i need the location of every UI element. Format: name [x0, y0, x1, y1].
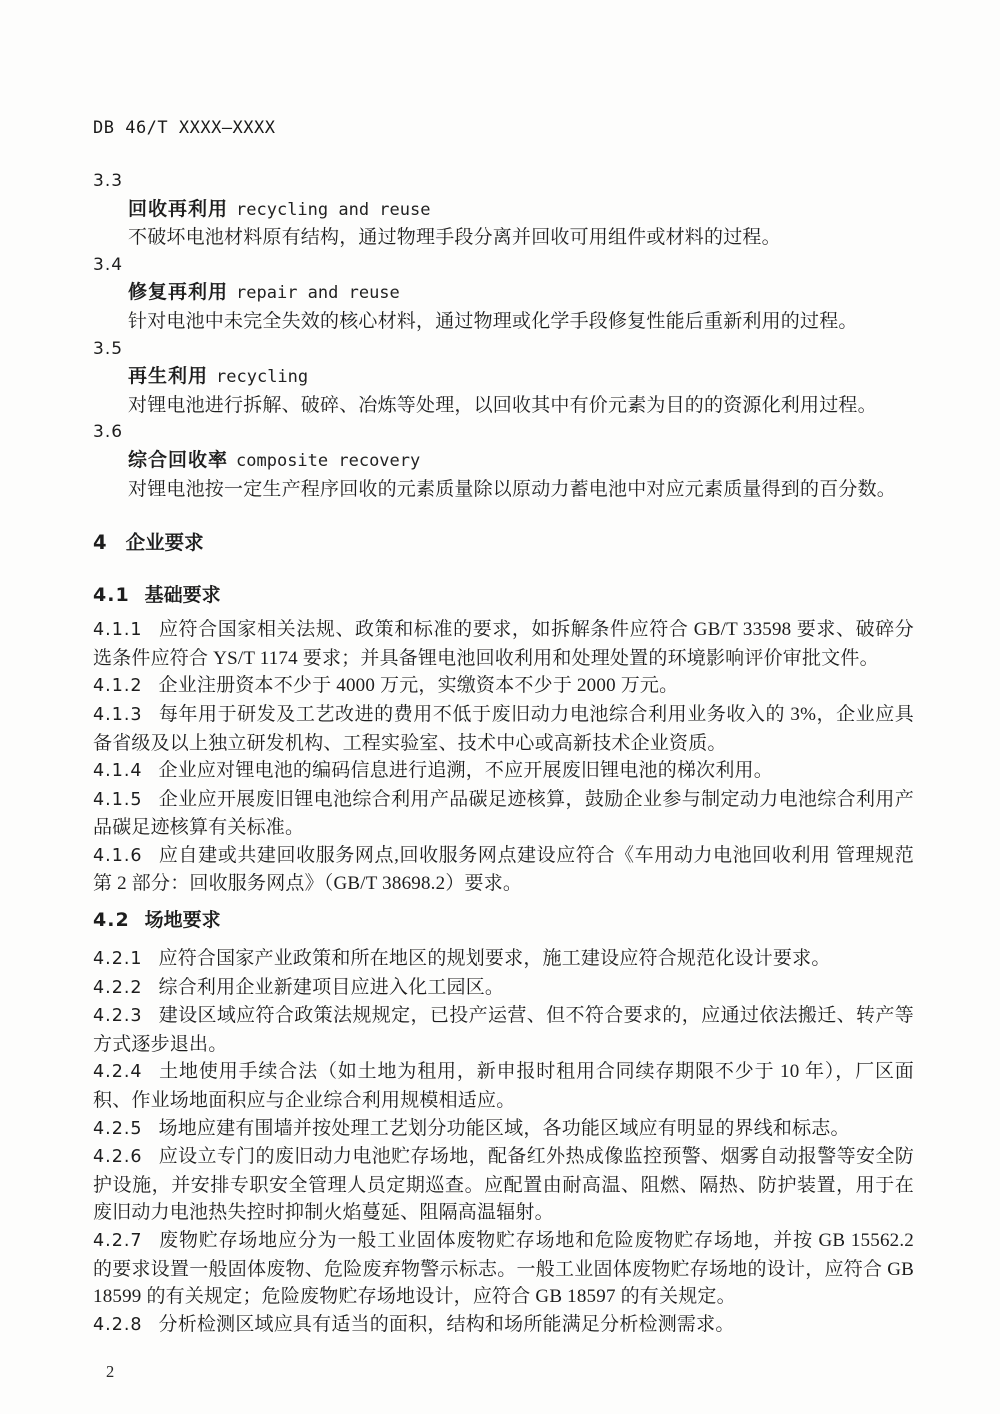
clause-text: 企业应开展废旧锂电池综合利用产品碳足迹核算，鼓励企业参与制定动力电池综合利用产品碳足迹核算有关标准。 [93, 788, 914, 839]
chapter-heading [93, 529, 914, 556]
term-chinese: 修复再利用 [128, 281, 229, 304]
clause-text: 企业注册资本不少于 4000 万元，实缴资本不少于 2000 万元。 [158, 675, 679, 697]
clause-4-2-4 [93, 1058, 914, 1114]
clause-number: 4.1.2 [93, 676, 143, 697]
clause-text: 场地应建有围墙并按处理工艺划分功能区域，各功能区域应有明显的界线和标志。 [158, 1117, 850, 1139]
document-number: DB 46/T XXXX—XXXX [93, 118, 276, 138]
clause-4-1-3 [93, 701, 914, 757]
clause-4-1-5 [93, 786, 914, 842]
term-chinese: 再生利用 [128, 365, 209, 388]
clause-4-1-2 [93, 672, 914, 701]
clause-number: 4.2.7 [93, 1231, 143, 1251]
term-chinese: 综合回收率 [128, 448, 229, 471]
term-section-3-3 [93, 168, 914, 252]
term-number: 3.5 [93, 338, 124, 359]
chapter-title: 企业要求 [125, 531, 204, 555]
clause-4-2-6 [93, 1143, 914, 1227]
chapter-number: 4 [93, 531, 107, 555]
term-number: 3.3 [93, 171, 124, 191]
term-english: repair and reuse [236, 283, 400, 304]
term-chinese: 回收再利用 [128, 197, 229, 220]
subsection-number: 4.2 [93, 909, 130, 932]
clause-number: 4.2.6 [93, 1147, 143, 1168]
term-definition: 针对电池中未完全失效的核心材料，通过物理或化学手段修复性能后重新利用的过程。 [128, 310, 858, 332]
clause-number: 4.1.6 [93, 845, 143, 866]
term-number: 3.6 [93, 422, 124, 443]
term-section-3-5 [93, 336, 914, 420]
clause-4-2-3 [93, 1002, 914, 1058]
clause-number: 4.2.4 [93, 1062, 143, 1083]
clause-number: 4.2.5 [93, 1118, 143, 1139]
clause-4-2-7 [93, 1227, 914, 1311]
clause-text: 应自建或共建回收服务网点,回收服务网点建设应符合《车用动力电池回收利用 管理规范 第 2 部分：回收服务网点》（GB/T 38698.2）要求。 [93, 844, 914, 895]
clause-number: 4.2.8 [93, 1314, 143, 1335]
term-title [93, 447, 914, 476]
subsection-heading-4-2 [93, 907, 914, 934]
subsection-title: 场地要求 [144, 909, 221, 932]
clause-4-2-8 [93, 1311, 914, 1340]
term-title [93, 196, 914, 225]
term-title [93, 279, 914, 308]
subsection-number: 4.1 [93, 584, 130, 607]
term-section-3-4 [93, 252, 914, 336]
clause-number: 4.1.3 [93, 704, 143, 725]
term-number: 3.4 [93, 254, 124, 275]
clause-text: 每年用于研发及工艺改进的费用不低于废旧动力电池综合利用业务收入的 3%，企业应具备省级及以上独立研发机构、工程实验室、技术中心或高新技术企业资质。 [93, 703, 914, 754]
term-definition: 对锂电池进行拆解、破碎、冶炼等处理，以回收其中有价元素为目的的资源化利用过程。 [128, 394, 877, 416]
clause-number: 4.1.1 [93, 620, 143, 641]
clause-text: 废物贮存场地应分为一般工业固体废物贮存场地和危险废物贮存场地，并按 GB 15562.2 的要求设置一般固体废物、危险废弃物警示标志。一般工业固体废物贮存场地的设计，应符合 GB 18599 的有关规定；危险废物贮存场地设计，应符合 GB 18597 的有关规定。 [93, 1230, 914, 1308]
page-number: 2 [106, 1362, 115, 1382]
clause-4-1-4 [93, 757, 914, 786]
clause-text: 应符合国家产业政策和所在地区的规划要求，施工建设应符合规范化设计要求。 [158, 948, 831, 970]
term-english: recycling and reuse [236, 199, 431, 220]
clause-number: 4.2.3 [93, 1006, 143, 1027]
clause-4-1-6 [93, 842, 914, 898]
term-english: composite recovery [236, 450, 421, 471]
clause-4-1-1 [93, 616, 914, 672]
term-english: recycling [216, 367, 309, 388]
clause-4-2-2 [93, 974, 914, 1003]
clause-text: 应符合国家相关法规、政策和标准的要求，如拆解条件应符合 GB/T 33598 要求、破碎分选条件应符合 YS/T 1174 要求；并具备锂电池回收利用和处理处置的环境影响评价审批文件。 [93, 619, 914, 669]
clause-text: 企业应对锂电池的编码信息进行追溯，不应开展废旧锂电池的梯次利用。 [158, 760, 773, 782]
clause-number: 4.1.4 [93, 761, 143, 782]
clause-text: 土地使用手续合法（如土地为租用，新申报时租用合同续存期限不少于 10 年），厂区面积、作业场地面积应与企业综合利用规模相适应。 [93, 1061, 914, 1112]
subsection-heading-4-1 [93, 582, 914, 609]
clause-text: 综合利用企业新建项目应进入化工园区。 [158, 976, 505, 998]
term-section-3-6 [93, 419, 914, 503]
clause-text: 建设区域应符合政策法规规定，已投产运营、但不符合要求的，应通过依法搬迁、转产等方式逐步退出。 [93, 1005, 914, 1055]
clause-4-2-5 [93, 1115, 914, 1144]
term-definition: 对锂电池按一定生产程序回收的元素质量除以原动力蓄电池中对应元素质量得到的百分数。 [128, 478, 897, 500]
subsection-title: 基础要求 [144, 584, 221, 607]
clause-4-2-1 [93, 945, 914, 974]
term-title [93, 363, 914, 392]
clause-text: 分析检测区域应具有适当的面积，结构和场所能满足分析检测需求。 [158, 1313, 735, 1335]
clause-text: 应设立专门的废旧动力电池贮存场地，配备红外热成像监控预警、烟雾自动报警等安全防护设施，并安排专职安全管理人员定期巡查。应配置由耐高温、阻燃、隔热、防护装置，用于在废旧动力电池热失控时抑制火焰蔓延、阻隔高温辐射。 [93, 1146, 914, 1224]
clause-number: 4.1.5 [93, 789, 143, 810]
clause-number: 4.2.1 [93, 949, 143, 970]
term-definition: 不破坏电池材料原有结构，通过物理手段分离并回收可用组件或材料的过程。 [128, 227, 781, 249]
clause-number: 4.2.2 [93, 977, 143, 998]
